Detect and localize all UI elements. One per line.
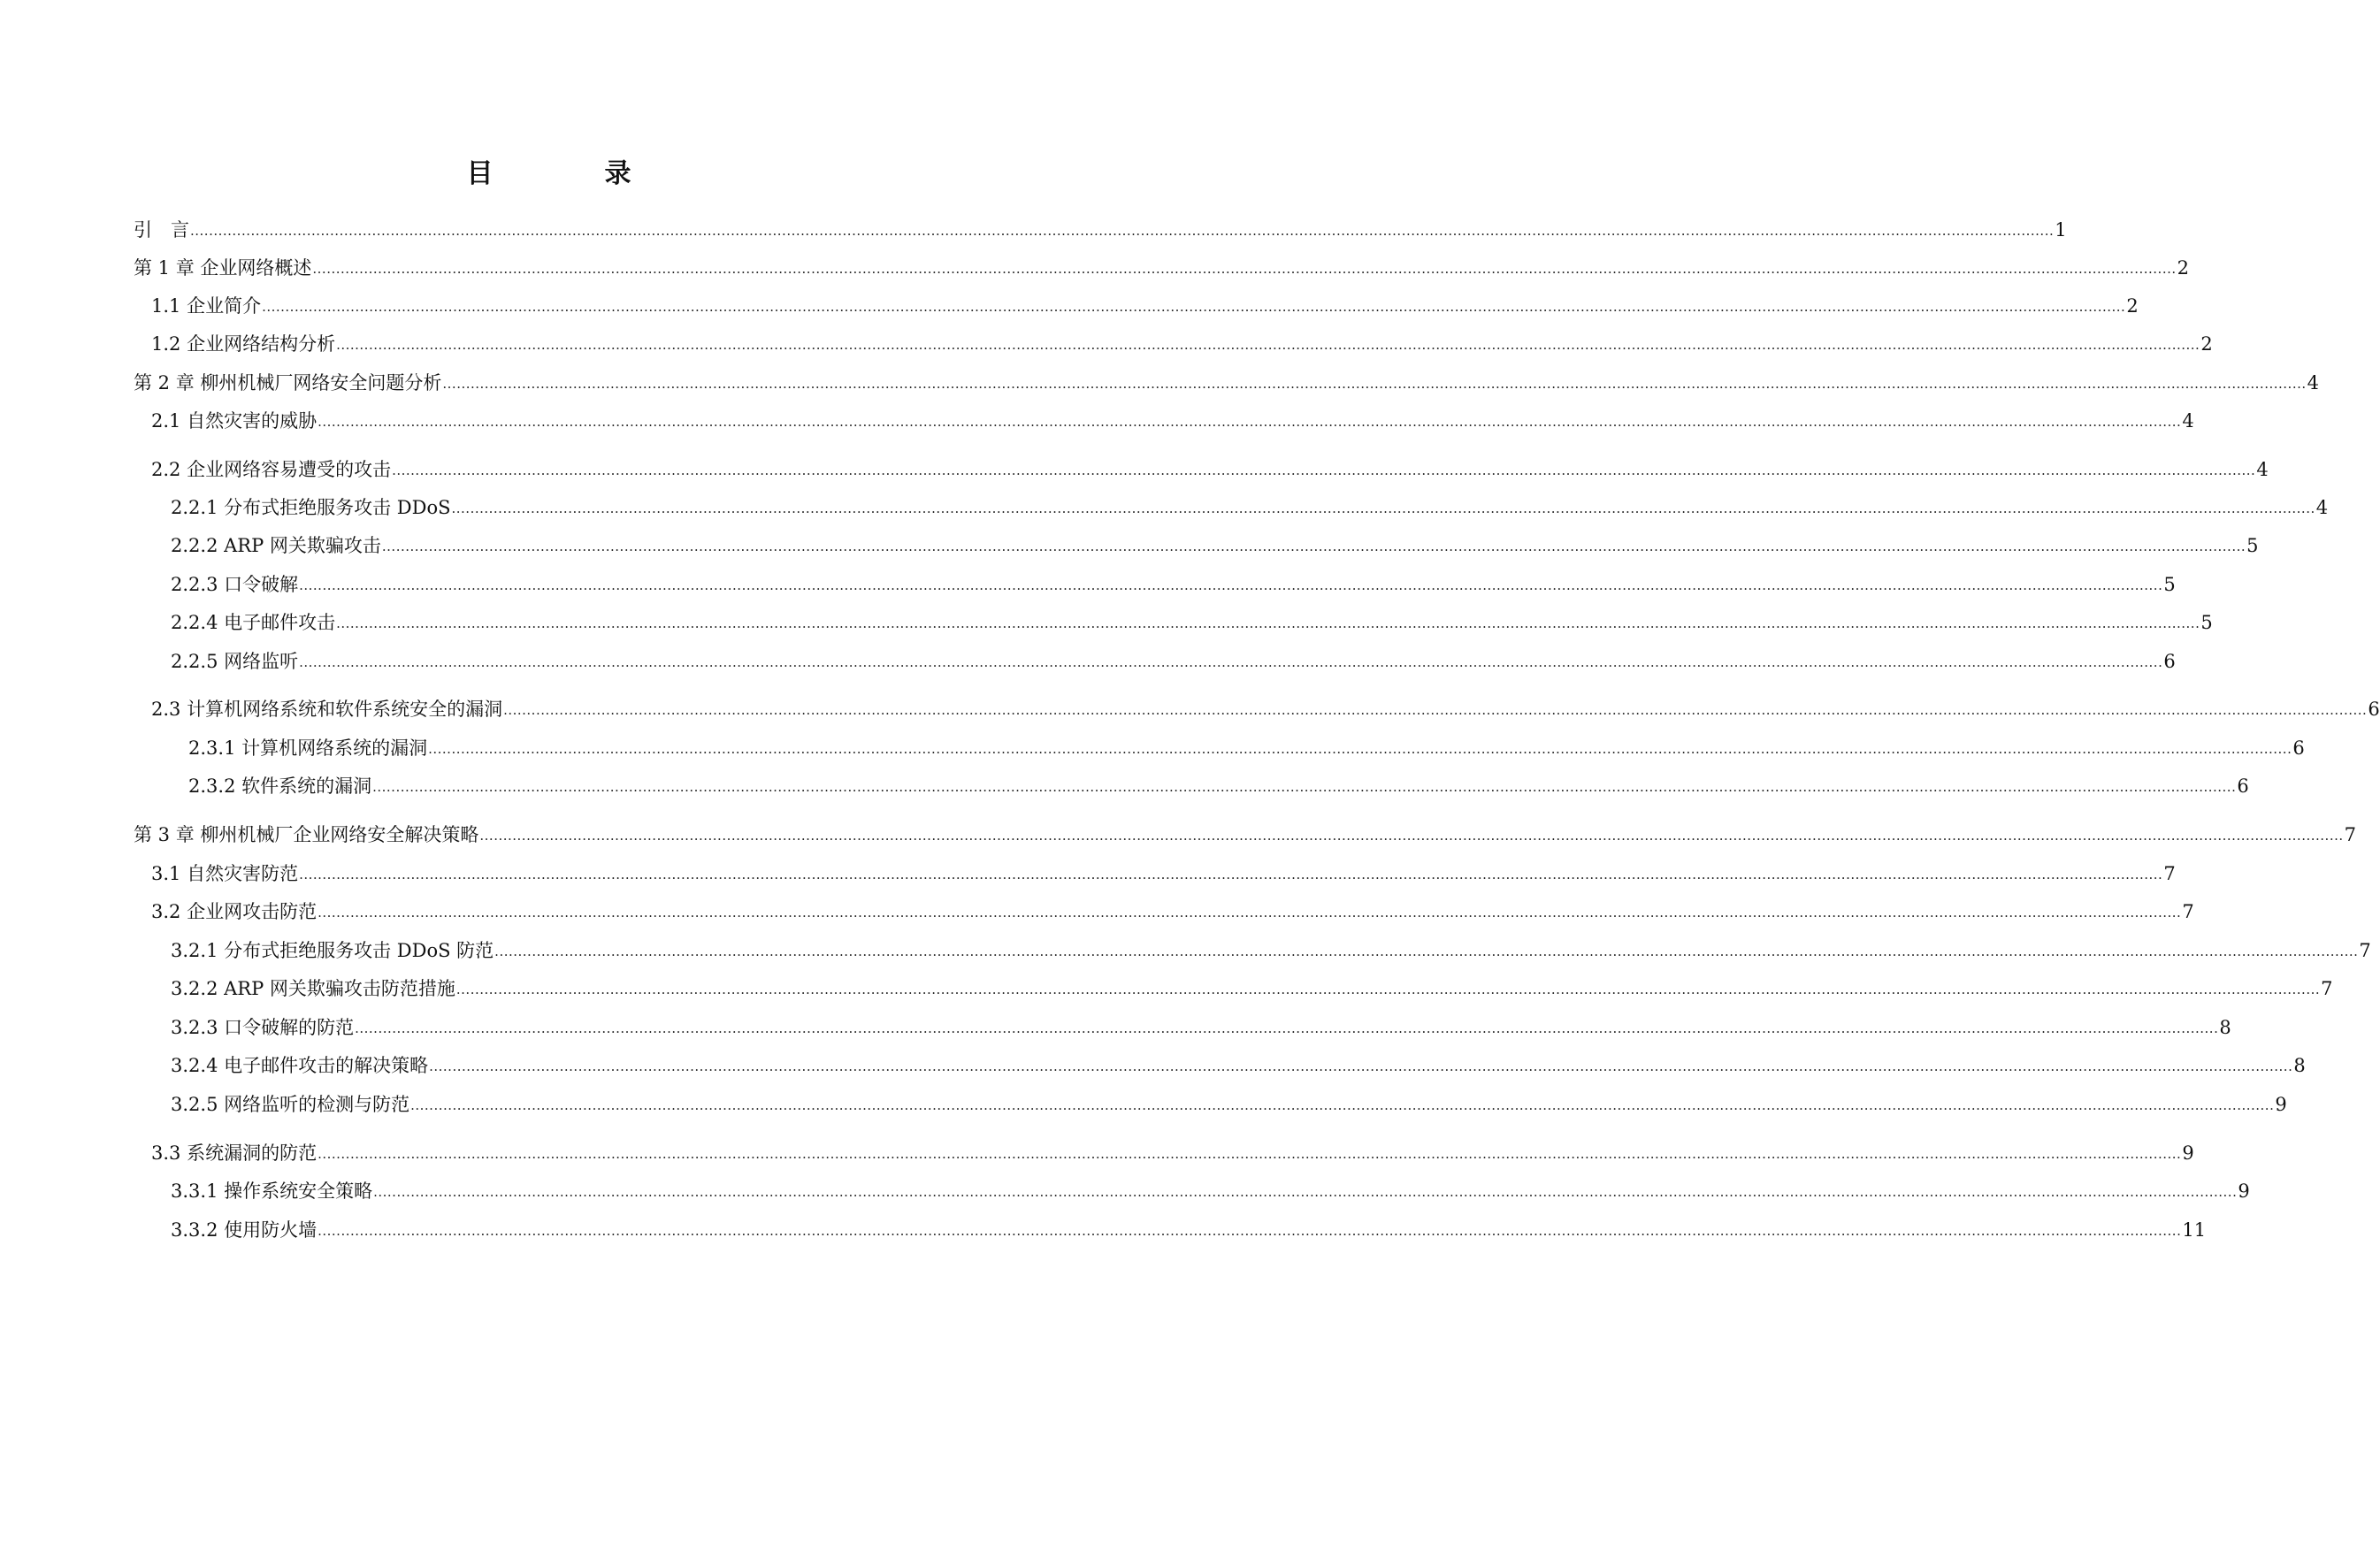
toc-entry[interactable] <box>151 861 2176 886</box>
toc-entry-label: 3.2.4 电子邮件攻击的解决策略 <box>171 1055 429 1076</box>
toc-entry[interactable] <box>134 218 2067 242</box>
toc-leader-dots: ................................................................................................................................................................................................................................................................................................................................................................................................................ <box>494 944 2359 959</box>
toc-entry[interactable] <box>151 697 2380 722</box>
toc-entry-label: 1.1 企业简介 <box>151 295 262 317</box>
toc-entry[interactable] <box>171 649 2176 674</box>
toc-entry-page: 4 <box>2315 497 2329 518</box>
toc-entry[interactable] <box>134 256 2189 280</box>
toc-entry-page: 1 <box>2055 219 2067 241</box>
toc-entry-page: 6 <box>2237 776 2249 797</box>
toc-leader-dots: ................................................................................................................................................................................................................................................................................................................................................................................................................ <box>312 261 2177 277</box>
toc-entry-label: 第 3 章 柳州机械厂企业网络安全解决策略 <box>134 824 479 845</box>
toc-entry-page: 4 <box>2182 410 2194 432</box>
toc-entry-page: 4 <box>2256 459 2269 480</box>
toc-entry[interactable] <box>171 1092 2287 1117</box>
toc-leader-dots: ................................................................................................................................................................................................................................................................................................................................................................................................................ <box>392 462 2256 478</box>
toc-entry[interactable] <box>151 1141 2194 1165</box>
toc-leader-dots: ................................................................................................................................................................................................................................................................................................................................................................................................................ <box>190 223 2055 239</box>
toc-entry-label: 2.2.2 ARP 网关欺骗攻击 <box>171 535 381 556</box>
toc-entry-label: 2.2.4 电子邮件攻击 <box>171 612 336 633</box>
toc-entry-label: 第 1 章 企业网络概述 <box>134 257 312 279</box>
toc-entry-page: 8 <box>2219 1017 2231 1038</box>
toc-leader-dots: ................................................................................................................................................................................................................................................................................................................................................................................................................ <box>299 867 2163 882</box>
toc-entry[interactable] <box>171 976 2333 1001</box>
toc-leader-dots: ................................................................................................................................................................................................................................................................................................................................................................................................................ <box>373 1184 2238 1200</box>
toc-entry-label: 3.3 系统漏洞的防范 <box>151 1142 318 1164</box>
toc-entry-label: 2.3.1 计算机网络系统的漏洞 <box>188 737 428 759</box>
toc-entry-page: 6 <box>2163 651 2176 672</box>
toc-leader-dots: ................................................................................................................................................................................................................................................................................................................................................................................................................ <box>299 654 2163 670</box>
toc-entry-page: 7 <box>2163 863 2176 884</box>
toc-entry[interactable] <box>171 1053 2306 1078</box>
toc-entry[interactable] <box>151 332 2213 356</box>
toc-leader-dots: ................................................................................................................................................................................................................................................................................................................................................................................................................ <box>372 779 2237 795</box>
toc-entry[interactable] <box>188 736 2305 760</box>
toc-entry-page: 6 <box>2292 737 2305 759</box>
page-title: 目 录 <box>466 158 674 189</box>
toc-entry-page: 5 <box>2200 612 2213 633</box>
toc-entry[interactable] <box>151 409 2194 433</box>
toc-entry-label: 2.3 计算机网络系统和软件系统安全的漏洞 <box>151 699 503 720</box>
toc-entry-page: 9 <box>2182 1142 2194 1164</box>
toc-entry-page: 2 <box>2200 333 2213 355</box>
toc-entry-page: 2 <box>2177 257 2189 279</box>
toc-entry[interactable] <box>171 1218 2207 1242</box>
toc-leader-dots: ................................................................................................................................................................................................................................................................................................................................................................................................................ <box>429 1058 2293 1074</box>
toc-entry-page: 6 <box>2368 699 2380 720</box>
toc-leader-dots: ................................................................................................................................................................................................................................................................................................................................................................................................................ <box>262 299 2126 315</box>
toc-entry-page: 9 <box>2238 1180 2250 1202</box>
toc-leader-dots: ................................................................................................................................................................................................................................................................................................................................................................................................................ <box>355 1020 2219 1036</box>
toc-entry-page: 7 <box>2344 824 2356 845</box>
toc-leader-dots: ................................................................................................................................................................................................................................................................................................................................................................................................................ <box>336 337 2200 353</box>
toc-entry-label: 1.2 企业网络结构分析 <box>151 333 336 355</box>
toc-entry-label: 3.2.5 网络监听的检测与防范 <box>171 1094 410 1115</box>
toc-entry[interactable] <box>188 774 2249 798</box>
toc-leader-dots: ................................................................................................................................................................................................................................................................................................................................................................................................................ <box>381 539 2246 554</box>
toc-entry-label: 引 言 <box>134 219 189 241</box>
toc-entry[interactable] <box>171 495 2329 520</box>
toc-entry-page: 11 <box>2182 1219 2207 1241</box>
toc-entry-label: 3.3.1 操作系统安全策略 <box>171 1180 373 1202</box>
toc-leader-dots: ................................................................................................................................................................................................................................................................................................................................................................................................................ <box>479 828 2344 844</box>
toc-entry[interactable] <box>171 572 2176 597</box>
toc-leader-dots: ................................................................................................................................................................................................................................................................................................................................................................................................................ <box>410 1097 2275 1113</box>
toc-entry-label: 3.1 自然灾害防范 <box>151 863 299 884</box>
toc-entry-label: 3.2.1 分布式拒绝服务攻击 DDoS 防范 <box>171 940 494 961</box>
toc-entry[interactable] <box>171 610 2213 635</box>
toc-entry[interactable] <box>134 822 2356 847</box>
toc-entry-page: 7 <box>2321 978 2333 999</box>
toc-entry-label: 第 2 章 柳州机械厂网络安全问题分析 <box>134 372 442 393</box>
toc-entry-label: 3.2.3 口令破解的防范 <box>171 1017 355 1038</box>
toc-entry[interactable] <box>151 899 2194 924</box>
toc-leader-dots: ................................................................................................................................................................................................................................................................................................................................................................................................................ <box>318 905 2182 921</box>
toc-leader-dots: ................................................................................................................................................................................................................................................................................................................................................................................................................ <box>455 982 2321 997</box>
toc-leader-dots: ................................................................................................................................................................................................................................................................................................................................................................................................................ <box>318 414 2182 430</box>
toc-entry[interactable] <box>171 1179 2250 1203</box>
toc-entry-label: 2.2.3 口令破解 <box>171 574 299 595</box>
toc-entry[interactable] <box>151 457 2269 482</box>
toc-leader-dots: ................................................................................................................................................................................................................................................................................................................................................................................................................ <box>503 702 2368 718</box>
toc-entry-label: 2.2.1 分布式拒绝服务攻击 DDoS <box>171 497 451 518</box>
toc-entry-label: 3.2.2 ARP 网关欺骗攻击防范措施 <box>171 978 455 999</box>
toc-entry[interactable] <box>134 371 2319 395</box>
toc-entry[interactable] <box>171 533 2259 558</box>
toc-entry-label: 2.2 企业网络容易遭受的攻击 <box>151 459 392 480</box>
toc-entry-page: 8 <box>2293 1055 2306 1076</box>
toc-entry-page: 7 <box>2359 940 2371 961</box>
toc-entry-page: 5 <box>2163 574 2176 595</box>
toc-entry-page: 5 <box>2246 535 2259 556</box>
toc-entry-label: 3.2 企业网攻击防范 <box>151 901 318 922</box>
toc-entry[interactable] <box>151 294 2139 318</box>
toc-entry-page: 9 <box>2275 1094 2287 1115</box>
toc-entry-page: 7 <box>2182 901 2194 922</box>
toc-entry[interactable] <box>171 1015 2231 1040</box>
toc-leader-dots: ................................................................................................................................................................................................................................................................................................................................................................................................................ <box>336 615 2200 631</box>
toc-entry-label: 2.1 自然灾害的威胁 <box>151 410 318 432</box>
toc-entry-page: 4 <box>2307 372 2319 393</box>
toc-leader-dots: ................................................................................................................................................................................................................................................................................................................................................................................................................ <box>318 1223 2182 1239</box>
toc-leader-dots: ................................................................................................................................................................................................................................................................................................................................................................................................................ <box>318 1146 2182 1162</box>
toc-leader-dots: ................................................................................................................................................................................................................................................................................................................................................................................................................ <box>299 577 2163 593</box>
toc-leader-dots: ................................................................................................................................................................................................................................................................................................................................................................................................................ <box>442 376 2307 392</box>
toc-leader-dots: ................................................................................................................................................................................................................................................................................................................................................................................................................ <box>428 741 2292 757</box>
toc-entry-label: 3.3.2 使用防火墙 <box>171 1219 318 1241</box>
toc-entry-page: 2 <box>2126 295 2139 317</box>
toc-entry-label: 2.2.5 网络监听 <box>171 651 299 672</box>
toc-entry[interactable] <box>171 938 2371 963</box>
toc-leader-dots: ................................................................................................................................................................................................................................................................................................................................................................................................................ <box>451 500 2315 516</box>
toc-entry-label: 2.3.2 软件系统的漏洞 <box>188 776 372 797</box>
